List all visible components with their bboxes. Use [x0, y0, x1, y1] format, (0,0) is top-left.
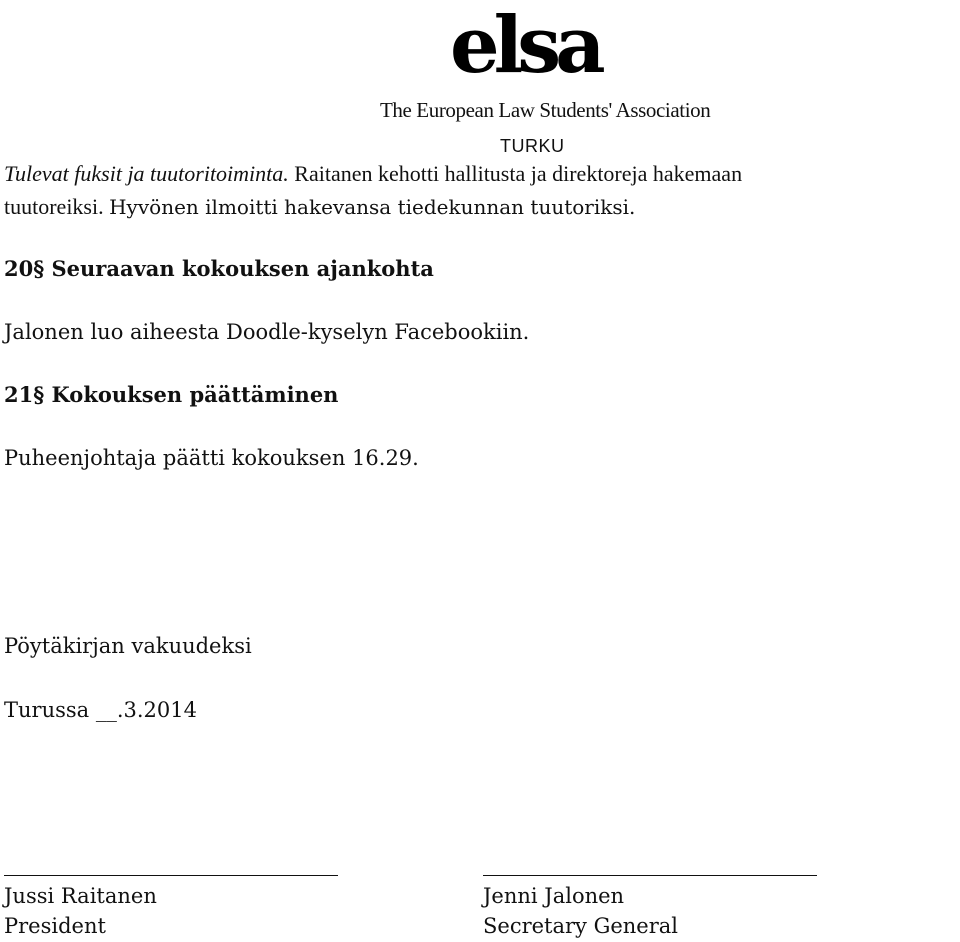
signatory-title-2: Secretary General	[483, 914, 679, 938]
logo-association-name: The European Law Students' Association	[380, 98, 711, 122]
paragraph-text-2: tuutoreiksi.	[4, 194, 110, 219]
paragraph-text-2b: Hyvönen ilmoitti hakevansa tiedekunnan tuutoriksi.	[109, 195, 636, 219]
place-date: Turussa __.3.2014	[4, 698, 197, 722]
paragraph-line-1	[4, 160, 742, 188]
elsa-logo	[376, 0, 711, 165]
section-21-heading: 21§ Kokouksen päättäminen	[4, 382, 339, 407]
signatory-title-1: President	[4, 914, 106, 938]
signatory-name-2: Jenni Jalonen	[483, 884, 625, 908]
signature-line-president	[4, 875, 338, 876]
signature-line-secretary	[483, 875, 817, 876]
certification-text: Pöytäkirjan vakuudeksi	[4, 634, 252, 658]
signatory-name-1: Jussi Raitanen	[4, 884, 157, 908]
section-20-heading: 20§ Seuraavan kokouksen ajankohta	[4, 256, 434, 281]
elsa-logo-mark: elsa	[450, 0, 600, 91]
paragraph-line-2	[4, 193, 635, 222]
logo-city: TURKU	[500, 136, 565, 156]
section-21-body: Puheenjohtaja päätti kokouksen 16.29.	[4, 446, 419, 470]
paragraph-text-1: Raitanen kehotti hallitusta ja direktoreja hakemaan	[288, 161, 743, 186]
paragraph-topic: Tulevat fuksit ja tuutoritoiminta.	[4, 161, 289, 186]
section-20-body: Jalonen luo aiheesta Doodle-kyselyn Facebookiin.	[4, 320, 530, 344]
